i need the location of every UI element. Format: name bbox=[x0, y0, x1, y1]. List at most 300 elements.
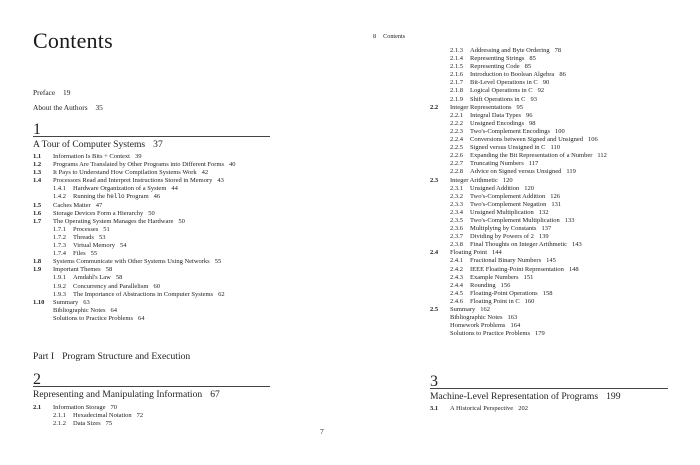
chapter-title-page: 199 bbox=[606, 391, 621, 402]
toc-backmatter-entry[interactable] bbox=[430, 322, 690, 330]
chapter-3-rule bbox=[430, 388, 668, 389]
toc-entry-page: 131 bbox=[551, 200, 562, 208]
toc-entry-number: 2.3.8 bbox=[450, 241, 463, 249]
toc-subsection-entry[interactable] bbox=[430, 136, 690, 144]
toc-entry-page: 86 bbox=[559, 71, 566, 79]
toc-entry-text: Files bbox=[73, 250, 86, 258]
toc-entry-title bbox=[53, 177, 224, 185]
toc-entry-text: Representing Code bbox=[470, 63, 520, 71]
toc-entry-number: 1.7.3 bbox=[53, 242, 66, 250]
toc-entry-text: Summary bbox=[450, 306, 476, 313]
toc-entry-title bbox=[53, 161, 236, 169]
toc-subsection-entry[interactable] bbox=[430, 217, 690, 225]
toc-entry-text: Important Themes bbox=[53, 266, 101, 274]
toc-entry-text: Conversions between Signed and Unsigned bbox=[470, 136, 584, 144]
toc-entry-text: Fractional Binary Numbers bbox=[470, 257, 542, 265]
toc-entry-number: 2.4.1 bbox=[450, 257, 463, 265]
toc-entry-title bbox=[470, 290, 552, 298]
toc-entry-text: Hexadecimal Notation bbox=[73, 412, 132, 420]
toc-entry-page: 60 bbox=[153, 282, 160, 290]
toc-entry-text: Two's-Complement Negation bbox=[470, 200, 547, 208]
toc-entry-number: 2.2 bbox=[430, 103, 439, 111]
toc-entry-number: 1.4 bbox=[33, 177, 42, 185]
chapter-title-text: Representing and Manipulating Information bbox=[33, 389, 203, 400]
toc-entry-number: 1.7 bbox=[33, 217, 42, 225]
toc-subsection-entry[interactable] bbox=[430, 120, 690, 128]
toc-entry-number: 2.1.1 bbox=[53, 412, 66, 420]
toc-entry-text: Systems Communicate with Other Systems Using Networks bbox=[53, 258, 210, 266]
toc-section-entry[interactable] bbox=[33, 404, 333, 412]
toc-entry-title bbox=[470, 112, 533, 120]
toc-entry-number: 1.8 bbox=[33, 258, 42, 266]
toc-section-entry[interactable] bbox=[430, 405, 690, 413]
toc-entry-code: hello bbox=[106, 193, 125, 201]
toc-entry-title bbox=[73, 185, 178, 193]
toc-entry-text: Information Storage bbox=[53, 404, 106, 411]
toc-entry-text: Concurrency and Parallelism bbox=[73, 282, 149, 290]
toc-subsection-entry[interactable] bbox=[430, 79, 690, 87]
toc-entry-title bbox=[470, 201, 561, 209]
toc-entry-title bbox=[53, 169, 208, 177]
toc-entry-number: 2.2.3 bbox=[450, 127, 463, 135]
toc-entry-number: 3.1 bbox=[430, 405, 439, 412]
toc-entry-text: Rounding bbox=[470, 281, 496, 289]
toc-entry-title bbox=[470, 274, 533, 282]
toc-entry-page: 112 bbox=[597, 152, 607, 160]
toc-entry-text: Example Numbers bbox=[470, 273, 519, 281]
toc-entry-text: Addressing and Byte Ordering bbox=[470, 47, 550, 54]
toc-entry-page: 120 bbox=[524, 184, 535, 192]
toc-entry-number: 2.1.8 bbox=[450, 87, 463, 95]
toc-section-entry[interactable] bbox=[430, 177, 690, 185]
toc-entry-text: Bit-Level Operations in C bbox=[470, 79, 538, 87]
toc-entry-page: 51 bbox=[103, 225, 110, 233]
toc-entry-page: 119 bbox=[566, 168, 576, 176]
toc-entry-title bbox=[470, 209, 548, 217]
toc-entry-number: 2.3.7 bbox=[450, 233, 463, 241]
toc-entry-title bbox=[470, 63, 531, 71]
toc-entry-title bbox=[450, 249, 502, 257]
toc-entry-page: 70 bbox=[110, 404, 118, 411]
toc-entry-number: 2.3.6 bbox=[450, 225, 463, 233]
toc-section-entry[interactable] bbox=[430, 306, 690, 314]
toc-entry-text: Introduction to Boolean Algebra bbox=[470, 71, 555, 79]
toc-entry-text: Logical Operations in C bbox=[470, 87, 533, 95]
toc-entry-page: 55 bbox=[214, 258, 222, 266]
toc-entry-title bbox=[470, 87, 544, 95]
toc-entry-text: Unsigned Multiplication bbox=[470, 208, 534, 216]
toc-entry-text: Two's-Complement Encodings bbox=[470, 127, 550, 135]
front-matter-page: 19 bbox=[63, 88, 71, 97]
toc-entry-text: Storage Devices Form a Hierarchy bbox=[53, 209, 144, 217]
toc-entry-number: 1.7.1 bbox=[53, 225, 66, 233]
toc-subsection-entry[interactable] bbox=[33, 274, 333, 282]
toc-entry-title bbox=[53, 404, 117, 412]
toc-entry-number: 1.6 bbox=[33, 209, 42, 217]
toc-backmatter-entry[interactable] bbox=[430, 314, 690, 322]
toc-subsection-entry[interactable] bbox=[430, 168, 690, 176]
toc-subsection-entry[interactable] bbox=[430, 282, 690, 290]
toc-entry-title bbox=[73, 291, 225, 299]
toc-entry-text: Amdahl's Law bbox=[73, 274, 111, 282]
toc-entry-title bbox=[470, 152, 607, 160]
toc-subsection-entry[interactable] bbox=[430, 152, 690, 160]
toc-section-entry[interactable] bbox=[33, 258, 333, 266]
toc-subsection-entry[interactable] bbox=[430, 201, 690, 209]
toc-entry-text: Caches Matter bbox=[53, 201, 91, 209]
toc-subsection-entry[interactable] bbox=[430, 128, 690, 136]
toc-section-entry[interactable] bbox=[430, 249, 690, 257]
toc-entry-text: Truncating Numbers bbox=[470, 160, 524, 168]
toc-subsection-entry[interactable] bbox=[430, 298, 690, 306]
chapter-2-rule bbox=[33, 386, 270, 387]
toc-entry-page: 137 bbox=[541, 225, 552, 233]
toc-entry-title bbox=[53, 202, 102, 210]
toc-entry-page: 54 bbox=[120, 242, 127, 250]
toc-entry-text: IEEE Floating-Point Representation bbox=[470, 265, 564, 273]
running-head bbox=[373, 33, 405, 40]
toc-entry-text: Multiplying by Constants bbox=[470, 225, 537, 233]
toc-entry-number: 2.1.9 bbox=[450, 95, 463, 103]
chapter-2-number: 2 bbox=[33, 371, 41, 388]
toc-entry-page: 92 bbox=[537, 87, 545, 95]
toc-entry-text: Expanding the Bit Representation of a Number bbox=[470, 152, 593, 160]
toc-entry-number: 2.1.6 bbox=[450, 71, 463, 79]
toc-entry-text: Two's-Complement Multiplication bbox=[470, 216, 560, 224]
chapter-1-rule bbox=[33, 136, 270, 137]
page-title: Contents bbox=[33, 28, 113, 53]
toc-entry-page: 50 bbox=[178, 217, 185, 225]
toc-entry-text: Advice on Signed versus Unsigned bbox=[470, 168, 562, 176]
toc-entry-title bbox=[73, 234, 105, 242]
toc-backmatter-entry[interactable] bbox=[430, 330, 690, 338]
toc-entry-title bbox=[73, 283, 160, 291]
toc-entry-number: 1.4.2 bbox=[53, 193, 66, 201]
toc-subsection-entry[interactable] bbox=[430, 160, 690, 168]
toc-section-entry[interactable] bbox=[33, 177, 333, 185]
toc-entry-page: 63 bbox=[83, 298, 90, 306]
toc-entry-page: 163 bbox=[507, 314, 518, 322]
toc-entry-text: Summary bbox=[53, 298, 79, 306]
toc-entry-number: 2.2.8 bbox=[450, 168, 463, 176]
chapter-title-text: A Tour of Computer Systems bbox=[33, 139, 146, 150]
toc-subsection-entry[interactable] bbox=[33, 291, 333, 299]
toc-entry-number: 2.1.4 bbox=[450, 55, 463, 63]
toc-entry-page: 133 bbox=[564, 216, 575, 224]
toc-subsection-entry[interactable] bbox=[430, 96, 690, 104]
toc-entry-title bbox=[470, 241, 582, 249]
toc-entry-page: 158 bbox=[542, 289, 553, 297]
toc-entry-title bbox=[53, 307, 117, 315]
toc-entry-text: A Historical Perspective bbox=[450, 405, 514, 412]
toc-entry-number: 1.9.2 bbox=[53, 282, 66, 290]
chapter-3-toc bbox=[430, 405, 690, 413]
toc-entry-title bbox=[53, 210, 155, 218]
toc-section-entry[interactable] bbox=[33, 266, 333, 274]
toc-entry-page: 120 bbox=[502, 176, 513, 184]
toc-entry-text: Dividing by Powers of 2 bbox=[470, 233, 534, 241]
toc-subsection-entry[interactable] bbox=[430, 193, 690, 201]
toc-entry-number: 2.4.5 bbox=[450, 289, 463, 297]
toc-entry-title bbox=[450, 405, 528, 413]
toc-entry-page: 100 bbox=[554, 127, 565, 135]
toc-entry-title bbox=[450, 314, 517, 322]
toc-entry-number: 1.3 bbox=[33, 169, 42, 177]
running-head-label: Contents bbox=[383, 33, 406, 40]
chapter-title-text: Machine-Level Representation of Programs bbox=[430, 391, 599, 402]
toc-entry-text: Integral Data Types bbox=[470, 111, 522, 119]
toc-subsection-entry[interactable] bbox=[33, 185, 333, 193]
toc-subsection-entry[interactable] bbox=[33, 250, 333, 258]
toc-entry-page: 58 bbox=[105, 266, 113, 274]
toc-entry-number: 2.2.6 bbox=[450, 152, 463, 160]
toc-entry-page: 44 bbox=[171, 185, 178, 193]
toc-subsection-entry[interactable] bbox=[33, 226, 333, 234]
toc-entry-number: 1.7.2 bbox=[53, 233, 66, 241]
toc-entry-title bbox=[470, 120, 535, 128]
toc-entry-text: Floating Point bbox=[450, 249, 488, 257]
toc-entry-title bbox=[470, 217, 574, 225]
toc-subsection-entry[interactable] bbox=[430, 87, 690, 95]
toc-entry-title bbox=[470, 193, 560, 201]
toc-entry-page: 148 bbox=[568, 265, 579, 273]
front-matter-about-authors[interactable] bbox=[33, 103, 103, 112]
toc-entry-page: 117 bbox=[528, 160, 539, 168]
toc-entry-title bbox=[470, 298, 534, 306]
toc-subsection-entry[interactable] bbox=[430, 144, 690, 152]
toc-subsection-entry[interactable] bbox=[430, 241, 690, 249]
toc-entry-page: 151 bbox=[523, 273, 534, 281]
toc-entry-page: 95 bbox=[516, 103, 524, 111]
toc-subsection-entry[interactable] bbox=[33, 283, 333, 291]
toc-subsection-entry[interactable] bbox=[430, 112, 690, 120]
toc-entry-number: 2.3.1 bbox=[450, 184, 463, 192]
toc-entry-number: 2.1 bbox=[33, 404, 42, 411]
toc-entry-text: Bibliographic Notes bbox=[53, 306, 106, 314]
toc-entry-number: 2.3.5 bbox=[450, 216, 463, 224]
toc-entry-text: Unsigned Addition bbox=[470, 184, 520, 192]
running-head-page: 8 bbox=[373, 33, 377, 40]
toc-entry-page: 58 bbox=[115, 274, 123, 282]
toc-subsection-entry[interactable] bbox=[33, 412, 333, 420]
toc-entry-page: 126 bbox=[550, 192, 561, 200]
toc-subsection-entry[interactable] bbox=[430, 233, 690, 241]
toc-entry-title bbox=[53, 153, 141, 161]
toc-entry-page: 64 bbox=[110, 306, 118, 314]
toc-entry-page: 40 bbox=[229, 161, 236, 169]
toc-entry-page: 156 bbox=[500, 281, 511, 289]
toc-subsection-entry[interactable] bbox=[33, 234, 333, 242]
toc-entry-number: 1.2 bbox=[33, 161, 42, 169]
toc-entry-number: 2.4.4 bbox=[450, 281, 463, 289]
toc-entry-page: 62 bbox=[218, 290, 225, 298]
toc-subsection-entry[interactable] bbox=[33, 420, 333, 428]
toc-entry-text: Solutions to Practice Problems bbox=[53, 314, 133, 322]
toc-subsection-entry[interactable] bbox=[33, 242, 333, 250]
toc-subsection-entry[interactable] bbox=[430, 71, 690, 79]
page-number: 7 bbox=[320, 427, 324, 436]
toc-entry-page: 139 bbox=[538, 233, 549, 241]
toc-entry-text: Signed versus Unsigned in C bbox=[470, 144, 546, 152]
toc-entry-page: 64 bbox=[137, 314, 145, 322]
toc-entry-title bbox=[53, 258, 221, 266]
toc-entry-page: 42 bbox=[201, 169, 209, 177]
toc-entry-title bbox=[450, 104, 523, 112]
toc-entry-title bbox=[73, 412, 143, 420]
toc-entry-text: It Pays to Understand How Compilation Systems Work bbox=[53, 169, 197, 177]
toc-entry-title bbox=[470, 144, 560, 152]
toc-entry-title bbox=[470, 160, 538, 168]
front-matter-label: Preface bbox=[33, 88, 56, 97]
toc-entry-page: 46 bbox=[153, 193, 161, 201]
front-matter-preface[interactable] bbox=[33, 88, 70, 97]
toc-subsection-entry[interactable] bbox=[430, 274, 690, 282]
chapter-3-number: 3 bbox=[430, 373, 438, 390]
chapter-2-toc-continued bbox=[430, 47, 690, 338]
toc-entry-page: 106 bbox=[588, 136, 598, 144]
toc-entry-number: 1.9.3 bbox=[53, 290, 66, 298]
toc-entry-number: 2.1.2 bbox=[53, 420, 66, 428]
toc-entry-page: 110 bbox=[550, 144, 560, 152]
toc-entry-text: Homework Problems bbox=[450, 322, 506, 330]
toc-entry-number: 2.2.7 bbox=[450, 160, 463, 168]
toc-entry-text: Data Sizes bbox=[73, 420, 101, 428]
toc-subsection-entry[interactable] bbox=[430, 266, 690, 274]
chapter-1-title[interactable] bbox=[33, 139, 163, 150]
part-title-text: Program Structure and Execution bbox=[62, 351, 191, 362]
toc-entry-page: 50 bbox=[148, 209, 155, 217]
toc-entry-text: Hardware Organization of a System bbox=[73, 185, 167, 193]
toc-entry-page: 78 bbox=[554, 47, 562, 54]
toc-entry-text: Threads bbox=[73, 233, 94, 241]
toc-section-entry[interactable] bbox=[33, 210, 333, 218]
chapter-2-title[interactable] bbox=[33, 389, 220, 400]
toc-entry-title bbox=[73, 420, 112, 428]
toc-entry-page: 75 bbox=[105, 420, 113, 428]
toc-entry-number: 2.3.3 bbox=[450, 200, 463, 208]
toc-entry-title bbox=[450, 330, 545, 338]
toc-entry-number: 2.3.2 bbox=[450, 192, 463, 200]
chapter-title-page: 67 bbox=[210, 389, 220, 400]
toc-entry-page: 164 bbox=[510, 322, 521, 330]
toc-subsection-entry[interactable] bbox=[430, 209, 690, 217]
toc-subsection-entry[interactable] bbox=[430, 290, 690, 298]
toc-entry-page: 47 bbox=[95, 201, 103, 209]
toc-section-entry[interactable] bbox=[33, 218, 333, 226]
toc-entry-number: 2.2.5 bbox=[450, 144, 463, 152]
toc-entry-text: Processes bbox=[73, 225, 99, 233]
toc-entry-page: 160 bbox=[524, 297, 535, 305]
toc-backmatter-entry[interactable] bbox=[33, 315, 333, 323]
toc-section-entry[interactable] bbox=[33, 299, 333, 307]
toc-entry-number: 1.7.4 bbox=[53, 250, 66, 258]
toc-entry-title bbox=[470, 185, 534, 193]
toc-entry-title bbox=[470, 266, 579, 274]
toc-entry-page: 72 bbox=[136, 412, 144, 420]
chapter-2-toc bbox=[33, 404, 333, 428]
toc-entry-page: 202 bbox=[518, 405, 528, 412]
toc-entry-number: 2.1.3 bbox=[450, 47, 463, 54]
toc-entry-title bbox=[470, 47, 561, 55]
toc-entry-title bbox=[470, 128, 565, 136]
toc-subsection-entry[interactable] bbox=[430, 225, 690, 233]
toc-entry-title bbox=[470, 96, 537, 104]
toc-entry-title bbox=[470, 136, 598, 144]
toc-entry-title bbox=[470, 79, 549, 87]
toc-subsection-entry[interactable] bbox=[430, 185, 690, 193]
toc-entry-title bbox=[53, 218, 185, 226]
toc-entry-title bbox=[470, 233, 549, 241]
toc-entry-title bbox=[53, 315, 144, 323]
toc-entry-page: 39 bbox=[134, 153, 142, 160]
toc-entry-page: 85 bbox=[529, 55, 536, 63]
toc-entry-number: 2.2.2 bbox=[450, 119, 463, 127]
toc-entry-number: 2.4.3 bbox=[450, 273, 463, 281]
toc-subsection-entry[interactable] bbox=[33, 193, 333, 201]
toc-entry-number: 2.4 bbox=[430, 249, 439, 257]
toc-entry-title bbox=[450, 322, 520, 330]
toc-subsection-entry[interactable] bbox=[430, 257, 690, 265]
toc-entry-text: Shift Operations in C bbox=[470, 95, 526, 103]
toc-section-entry[interactable] bbox=[430, 104, 690, 112]
toc-entry-number: 2.4.2 bbox=[450, 265, 463, 273]
toc-subsection-entry[interactable] bbox=[430, 63, 690, 71]
front-matter-label: About the Authors bbox=[33, 103, 88, 112]
toc-entry-text: Representing Strings bbox=[470, 55, 525, 63]
toc-entry-number: 1.1 bbox=[33, 153, 42, 160]
toc-entry-title bbox=[470, 168, 576, 176]
chapter-3-title[interactable] bbox=[430, 391, 621, 402]
toc-subsection-entry[interactable] bbox=[430, 55, 690, 63]
toc-entry-title bbox=[53, 299, 90, 307]
toc-entry-title bbox=[470, 282, 510, 290]
toc-entry-page: 96 bbox=[526, 111, 533, 119]
toc-entry-text: Running the bbox=[73, 193, 107, 201]
toc-section-entry[interactable] bbox=[33, 169, 333, 177]
toc-entry-text: Floating-Point Operations bbox=[470, 289, 538, 297]
toc-entry-number: 2.2.4 bbox=[450, 136, 463, 144]
toc-entry-page: 55 bbox=[90, 250, 98, 258]
toc-entry-title bbox=[470, 55, 536, 63]
toc-entry-title bbox=[73, 226, 110, 234]
toc-entry-text: Integer Arithmetic bbox=[450, 176, 498, 184]
toc-entry-number: 1.10 bbox=[33, 298, 45, 306]
toc-subsection-entry[interactable] bbox=[430, 47, 690, 55]
toc-entry-number: 2.3.4 bbox=[450, 208, 463, 216]
chapter-1-toc bbox=[33, 153, 333, 323]
toc-entry-title bbox=[73, 274, 122, 282]
toc-entry-text: Processors Read and Interpret Instructions Stored in Memory bbox=[53, 177, 213, 185]
front-matter-page: 35 bbox=[95, 103, 103, 112]
toc-section-entry[interactable] bbox=[33, 161, 333, 169]
toc-section-entry[interactable] bbox=[33, 153, 333, 161]
toc-section-entry[interactable] bbox=[33, 202, 333, 210]
toc-entry-number: 2.1.7 bbox=[450, 79, 463, 87]
toc-entry-title bbox=[470, 257, 556, 265]
toc-entry-text: Integer Representations bbox=[450, 103, 512, 111]
toc-entry-page: 132 bbox=[538, 208, 549, 216]
toc-entry-text: Programs Are Translated by Other Programs into Different Forms bbox=[53, 161, 225, 169]
toc-entry-text: The Importance of Abstractions in Computer Systems bbox=[73, 290, 214, 298]
toc-entry-page: 179 bbox=[534, 330, 545, 338]
toc-entry-number: 2.3 bbox=[430, 176, 439, 184]
toc-entry-title bbox=[470, 71, 566, 79]
toc-entry-page: 85 bbox=[524, 63, 532, 71]
part-label: Part I bbox=[33, 351, 55, 362]
toc-entry-title bbox=[53, 266, 112, 274]
toc-backmatter-entry[interactable] bbox=[33, 307, 333, 315]
chapter-title-page: 37 bbox=[153, 139, 163, 150]
